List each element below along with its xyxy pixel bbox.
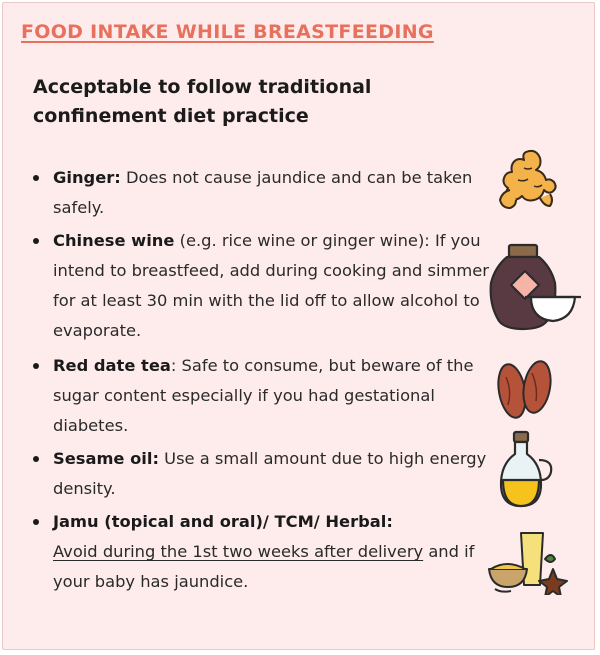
item-text: Does not cause jaundice and can be taken safely. [53,168,473,217]
item-text: Use a small amount due to high energy density. [53,449,487,498]
list-item-jamu [25,507,495,597]
food-list [25,163,495,600]
item-text: (e.g. rice wine or ginger wine): If you intend to breastfeed, add during cooking and simmer for at least 30 min with the lid off to allow alcohol to evaporate. [53,231,489,340]
item-term: Sesame oil: [53,449,159,468]
list-item-chinese-wine [25,226,495,346]
wine-jar-icon [485,241,581,333]
item-term: Chinese wine [53,231,175,250]
item-term: Jamu (topical and oral)/ TCM/ Herbal: [53,512,393,531]
subtitle-line-1: Acceptable to follow traditional [33,76,372,98]
list-item-sesame-oil [25,444,495,504]
item-term: Ginger: [53,168,121,187]
item-text: and if your baby has jaundice. [53,542,475,591]
herbal-drink-icon [485,529,575,595]
list-item-red-date-tea [25,351,495,441]
ginger-icon [496,146,558,214]
item-term: Red date tea [53,356,171,375]
item-underlined-text: Avoid during the 1st two weeks after delivery [53,542,424,561]
red-dates-icon [492,357,558,423]
subtitle [33,73,371,131]
oil-bottle-icon [497,430,557,512]
page-title: FOOD INTAKE WHILE BREASTFEEDING [21,21,434,43]
item-text: : Safe to consume, but beware of the sugar content especially if you had gestational diabetes. [53,356,474,435]
info-card [2,2,595,650]
list-item-ginger [25,163,495,223]
subtitle-line-2: confinement diet practice [33,105,309,127]
